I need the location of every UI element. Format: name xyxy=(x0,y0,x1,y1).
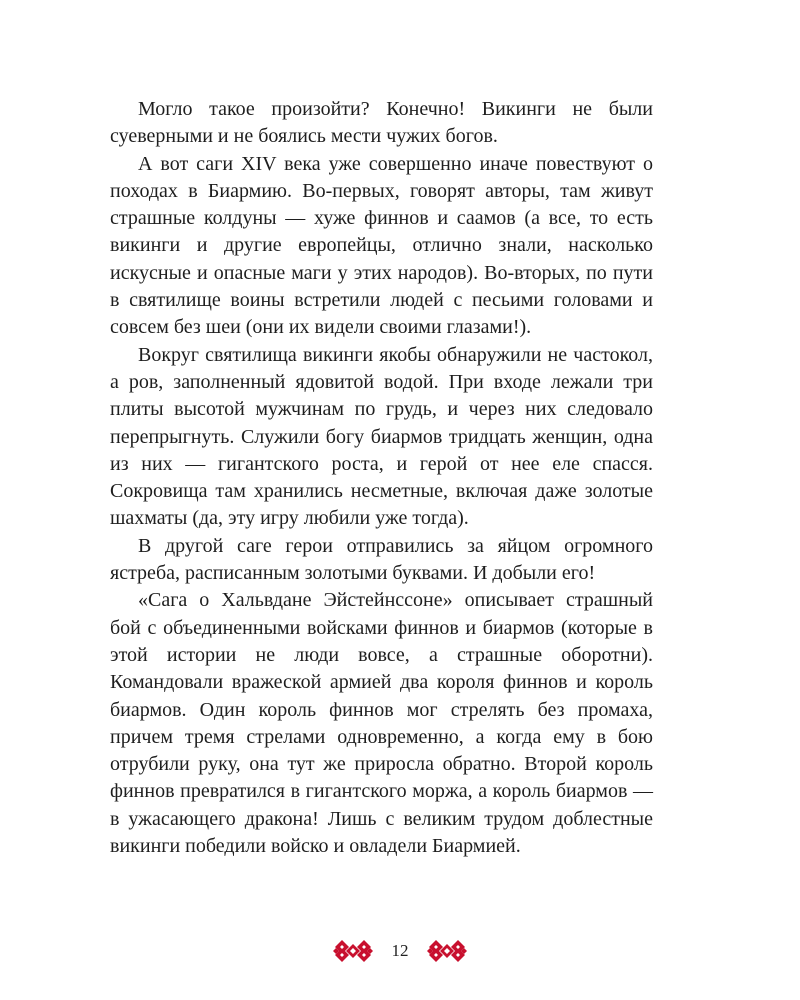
paragraph-2: А вот саги XIV века уже совершенно иначе повествуют о походах в Биармию. Во-первых, говорят авторы, там живут страшные колдуны — хуже финнов и саамов (а все, то есть викинги и другие европейцы, отлично знали, насколько искусные и опасные маги у этих народов). Во-вторых, по пути в святилище воины встретили людей с песьими головами и совсем без шеи (они их видели своими глазами!). xyxy=(110,152,653,339)
paragraph-1: Могло такое произойти? Конечно! Викинги не были суеверными и не боялись мести чужих богов. xyxy=(110,98,653,148)
paragraph-4: В другой саге герои отправились за яйцом огромного ястреба, расписанным золотыми буквами. И добыли его! xyxy=(110,534,653,585)
page-number: 12 xyxy=(391,941,409,960)
body-text xyxy=(110,96,653,860)
paragraph-5: «Сага о Хальвдане Эйстейнссоне» описывает страшный бой с объединенными войсками финнов и биармов (которые в этой истории не люди вовсе, а страшные оборотни). Командовали вражеской армией два короля финнов и король биармов. Один король финнов мог стрелять без промаха, причем тремя стрелами одновременно, а когда ему в бою отрубили руку, она тут же приросла обратно. Второй король финнов превратился в гигантского моржа, а король биармов — в ужасающего дракона! Лишь с великим трудом доблестные викинги победили войско и овладели Биармией. xyxy=(110,589,653,858)
ornament-right-icon xyxy=(425,936,469,966)
page-footer xyxy=(0,934,800,968)
paragraph-3: Вокруг святилища викинги якобы обнаружили не частокол, а ров, заполненный ядовитой водой. При входе лежали три плиты высотой мужчинам по грудь, и через них следовало перепрыгнуть. Служили богу биармов тридцать женщин, одна из них — гигантского роста, и герой от нее еле спасся. Сокровища там хранились несметные, включая даже золотые шахматы (да, эту игру любили уже тогда). xyxy=(110,343,653,530)
ornament-left-icon xyxy=(331,936,375,966)
